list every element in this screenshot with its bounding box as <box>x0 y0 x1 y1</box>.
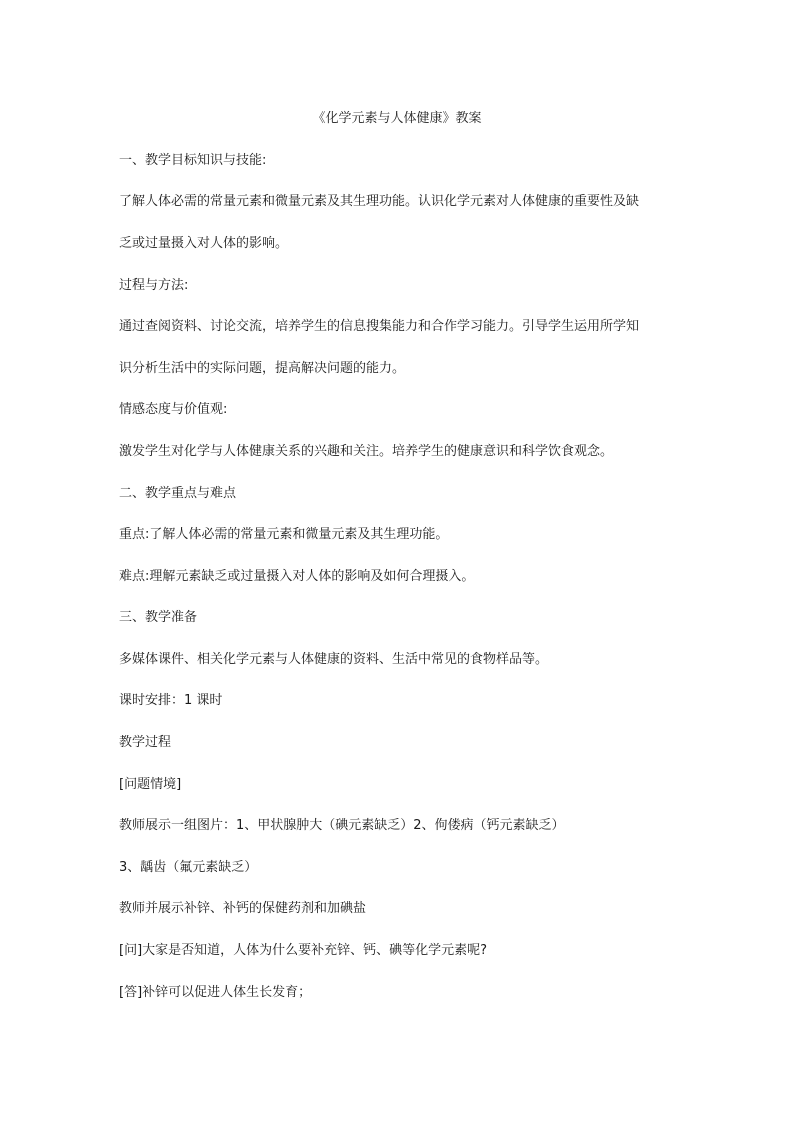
paragraph-line: 通过查阅资料、讨论交流，培养学生的信息搜集能力和合作学习能力。引导学生运用所学知 <box>119 319 640 334</box>
section-heading-key-points: 二、教学重点与难点 <box>119 486 237 501</box>
paragraph-line: 课时安排：1 课时 <box>119 693 223 708</box>
paragraph-line: 了解人体必需的常量元素和微量元素及其生理功能。认识化学元素对人体健康的重要性及缺 <box>119 194 640 209</box>
paragraph-line: 多媒体课件、相关化学元素与人体健康的资料、生活中常见的食物样品等。 <box>119 652 549 667</box>
subheading-teaching-process: 教学过程 <box>119 735 172 750</box>
paragraph-line: [答]补锌可以促进人体生长发育； <box>119 985 312 1000</box>
subheading-attitudes-values: 情感态度与价值观: <box>119 402 228 417</box>
paragraph-line: 激发学生对化学与人体健康关系的兴趣和关注。培养学生的健康意识和科学饮食观念。 <box>119 444 614 459</box>
subheading-process-methods: 过程与方法: <box>119 278 189 293</box>
paragraph-line: [问]大家是否知道，人体为什么要补充锌、钙、碘等化学元素呢? <box>119 943 488 958</box>
paragraph-line: 教师并展示补锌、补钙的保健药剂和加碘盐 <box>119 901 367 916</box>
paragraph-line: 识分析生活中的实际问题，提高解决问题的能力。 <box>119 361 406 376</box>
paragraph-line: 3、龋齿（氟元素缺乏） <box>119 860 258 875</box>
paragraph-line: 教师展示一组图片：1、甲状腺肿大（碘元素缺乏）2、佝偻病（钙元素缺乏） <box>119 818 565 833</box>
paragraph-line: [问题情境] <box>119 777 182 792</box>
paragraph-line: 乏或过量摄入对人体的影响。 <box>119 236 289 251</box>
section-heading-objectives: 一、教学目标知识与技能: <box>119 153 267 168</box>
paragraph-line: 重点:了解人体必需的常量元素和微量元素及其生理功能。 <box>119 527 449 542</box>
paragraph-line: 难点:理解元素缺乏或过量摄入对人体的影响及如何合理摄入。 <box>119 569 475 584</box>
section-heading-preparation: 三、教学准备 <box>119 610 198 625</box>
document-title: 《化学元素与人体健康》教案 <box>312 111 482 126</box>
